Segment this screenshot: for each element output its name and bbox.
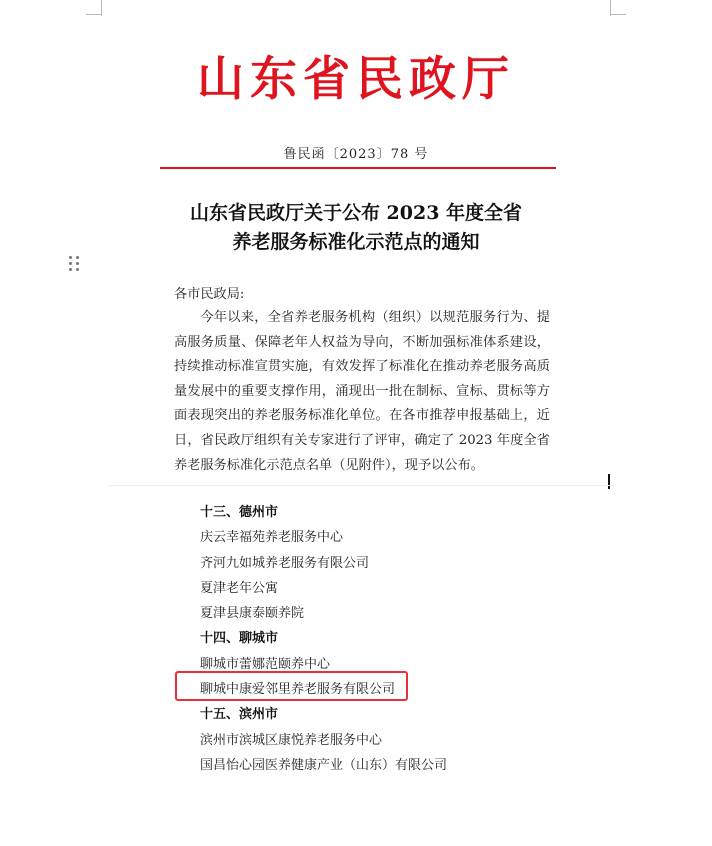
city-heading: 十四、聊城市: [200, 631, 279, 647]
title-line-1: 山东省民政厅关于公布 2023 年度全省: [189, 202, 523, 224]
salutation: 各市民政局:: [174, 287, 245, 302]
crop-mark: [610, 0, 611, 16]
crop-mark: [86, 14, 102, 15]
list-item: 聊城中康爱邻里养老服务有限公司: [200, 682, 396, 698]
crop-mark: [101, 0, 102, 16]
list-item: 齐河九如城养老服务有限公司: [200, 555, 370, 571]
list-item: 夏津县康泰颐养院: [200, 606, 305, 622]
list-item: 庆云幸福苑养老服务中心: [200, 530, 344, 546]
document-number: 鲁民函〔2023〕78 号: [283, 147, 429, 162]
notice-title: [0, 199, 712, 257]
list-item: 聊城市蕾娜范颐养中心: [200, 656, 331, 672]
agency-name: 山东省民政厅: [197, 52, 515, 107]
list-item: 国昌怡心园医养健康产业（山东）有限公司: [200, 757, 448, 773]
header-red-rule: [160, 167, 556, 169]
drag-handle-icon[interactable]: [69, 256, 81, 272]
list-item: 滨州市滨城区康悦养老服务中心: [200, 732, 383, 748]
body-text: [174, 306, 550, 478]
highlight-box: [175, 671, 408, 701]
title-line-2: 养老服务标准化示范点的通知: [232, 231, 480, 253]
list-item: 夏津老年公寓: [200, 580, 279, 596]
demonstration-site-list: [200, 500, 500, 778]
crop-mark: [610, 14, 626, 15]
body-paragraph: 今年以来，全省养老服务机构（组织）以规范服务行为、提高服务质量、保障老年人权益为导向，不断加强标准体系建设，持续推动标准宣贯实施，有效发挥了标准化在推动养老服务高质量发展中的重要支撑作用，涌现出一批在制标、宣标、贯标等方面表现突出的养老服务标准化单位。在各市推荐申报基础上，近日，省民政厅组织有关专家进行了评审，确定了 2023 年度全省养老服务标准化示范点名单（见附件），现予以公布。: [174, 310, 550, 473]
city-heading: 十三、德州市: [200, 505, 279, 520]
section-divider: [108, 485, 614, 486]
city-heading: 十五、滨州市: [200, 707, 279, 723]
text-cursor: [608, 474, 610, 489]
